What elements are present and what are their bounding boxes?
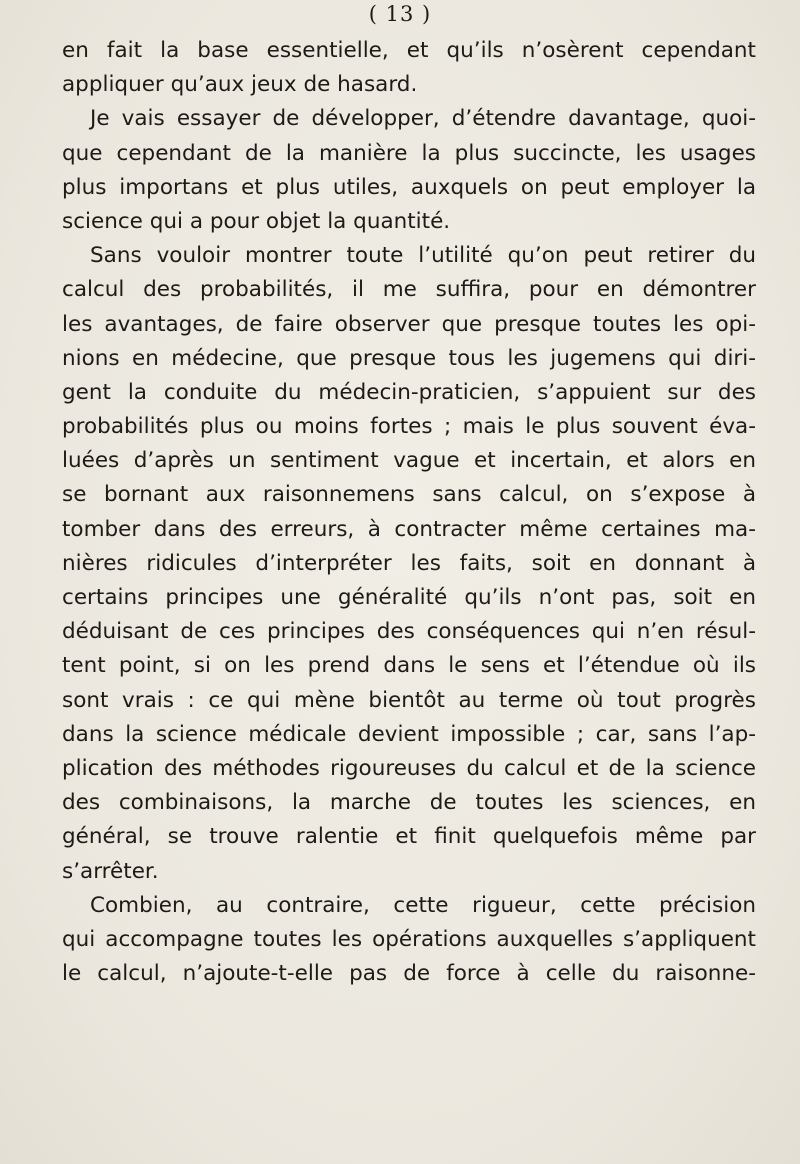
text-line: calcul des probabilités, il me suffira, pour en démontrer [62, 277, 756, 303]
text-line: Combien, au contraire, cette rigueur, cette précision [90, 892, 756, 918]
text-line: sont vrais : ce qui mène bientôt au terme où tout progrès [62, 687, 756, 713]
text-line: les avantages, de faire observer que presque toutes les opi- [62, 311, 756, 337]
text-line: dans la science médicale devient impossible ; car, sans l’ap- [62, 721, 756, 747]
text-line: général, se trouve ralentie et finit quelquefois même par [62, 824, 756, 850]
text-line: tomber dans des erreurs, à contracter même certaines ma- [62, 516, 756, 542]
text-line: qui accompagne toutes les opérations auxquelles s’appliquent [62, 926, 756, 952]
text-line: appliquer qu’aux jeux de hasard. [62, 72, 418, 98]
text-line: science qui a pour objet la quantité. [62, 208, 451, 234]
text-line: plus importans et plus utiles, auxquels on peut employer la [62, 174, 756, 200]
paragraph [62, 34, 756, 102]
text-line: probabilités plus ou moins fortes ; mais le plus souvent éva- [62, 414, 756, 440]
text-line: des combinaisons, la marche de toutes les sciences, en [62, 790, 756, 816]
text-line: tent point, si on les prend dans le sens et l’étendue où ils [62, 653, 756, 679]
paragraph [62, 239, 756, 889]
text-line: gent la conduite du médecin-praticien, s’appuient sur des [62, 379, 756, 405]
page-number: ( 13 ) [368, 2, 432, 26]
paragraph [62, 889, 756, 992]
text-line: Sans vouloir montrer toute l’utilité qu’on peut retirer du [90, 243, 756, 269]
text-line: plication des méthodes rigoureuses du calcul et de la science [62, 755, 756, 781]
text-line: nions en médecine, que presque tous les jugemens qui diri- [62, 345, 756, 371]
text-line: déduisant de ces principes des conséquences qui n’en résul- [62, 619, 756, 645]
text-line: Je vais essayer de développer, d’étendre davantage, quoi- [90, 106, 756, 132]
text-line: luées d’après un sentiment vague et incertain, et alors en [62, 448, 756, 474]
text-line: nières ridicules d’interpréter les faits, soit en donnant à [62, 550, 756, 576]
text-line: le calcul, n’ajoute-t-elle pas de force à celle du raisonne- [62, 961, 756, 987]
text-line: s’arrêter. [62, 858, 159, 884]
text-line: en fait la base essentielle, et qu’ils n’osèrent cependant [62, 38, 756, 63]
paragraph [62, 102, 756, 239]
text-line: que cependant de la manière la plus succincte, les usages [62, 140, 756, 166]
text-line: se bornant aux raisonnemens sans calcul, on s’expose à [62, 482, 756, 508]
text-line: certains principes une généralité qu’ils n’ont pas, soit en [62, 585, 756, 610]
body-text [62, 34, 756, 991]
